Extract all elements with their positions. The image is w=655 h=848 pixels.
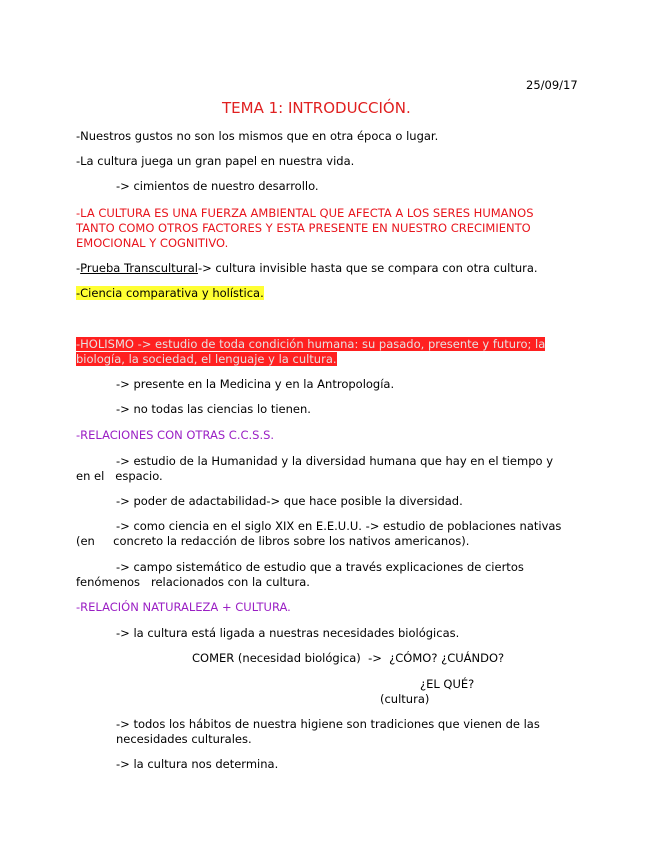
page-title: TEMA 1: INTRODUCCIÓN.	[222, 99, 411, 117]
text-line: -Nuestros gustos no son los mismos que en otra época o lugar.	[76, 129, 439, 143]
text-line: COMER (necesidad biológica) -> ¿CÓMO? ¿CUÁNDO?	[192, 651, 505, 665]
text-line: -> como ciencia en el siglo XIX en E.E.U.U. -> estudio de poblaciones nativas	[116, 519, 562, 533]
text-line: -> todos los hábitos de nuestra higiene son tradiciones que vienen de las	[116, 717, 540, 731]
text-line: (cultura)	[380, 692, 430, 706]
red-highlight: biología, la sociedad, el lenguaje y la cultura.	[76, 352, 337, 366]
holismo-line	[76, 337, 545, 352]
prueba-term: Prueba Transcultural	[80, 261, 198, 275]
text-line: necesidades culturales.	[116, 732, 252, 746]
prueba-rest: -> cultura invisible hasta que se compara con otra cultura.	[197, 261, 538, 275]
text-line: -> poder de adactabilidad-> que hace posible la diversidad.	[116, 494, 463, 508]
date: 25/09/17	[526, 78, 578, 92]
text-line: -> campo sistemático de estudio que a través explicaciones de ciertos	[116, 560, 524, 574]
text-line: -La cultura juega un gran papel en nuestra vida.	[76, 154, 355, 168]
red-text-line: -LA CULTURA ES UNA FUERZA AMBIENTAL QUE AFECTA A LOS SERES HUMANOS	[76, 206, 534, 220]
yellow-highlight: -Ciencia comparativa y holística.	[76, 286, 264, 300]
section-heading: -RELACIÓN NATURALEZA + CULTURA.	[76, 600, 291, 614]
text-line: -> presente en la Medicina y en la Antropología.	[116, 377, 395, 391]
text-line: -> la cultura nos determina.	[116, 757, 279, 771]
text-line: fenómenos relacionados con la cultura.	[76, 575, 310, 589]
prueba-dash: -	[76, 261, 81, 275]
highlight-line	[76, 286, 264, 301]
red-text-line: TANTO COMO OTROS FACTORES Y ESTA PRESENTE EN NUESTRO CRECIMIENTO	[76, 221, 531, 235]
holismo-line	[76, 352, 337, 367]
text-line: -> cimientos de nuestro desarrollo.	[116, 179, 319, 193]
red-highlight: -HOLISMO -> estudio de toda condición humana: su pasado, presente y futuro; la	[76, 337, 546, 351]
red-text-line: EMOCIONAL Y COGNITIVO.	[76, 236, 229, 250]
prueba-line	[76, 261, 538, 276]
section-heading: -RELACIONES CON OTRAS C.C.S.S.	[76, 428, 275, 442]
text-line: (en concreto la redacción de libros sobre los nativos americanos).	[76, 534, 470, 548]
text-line: -> no todas las ciencias lo tienen.	[116, 402, 311, 416]
text-line: -> estudio de la Humanidad y la diversidad humana que hay en el tiempo y	[116, 454, 553, 468]
text-line: ¿EL QUÉ?	[420, 677, 475, 691]
text-line: -> la cultura está ligada a nuestras necesidades biológicas.	[116, 626, 460, 640]
text-line: en el espacio.	[76, 469, 163, 483]
